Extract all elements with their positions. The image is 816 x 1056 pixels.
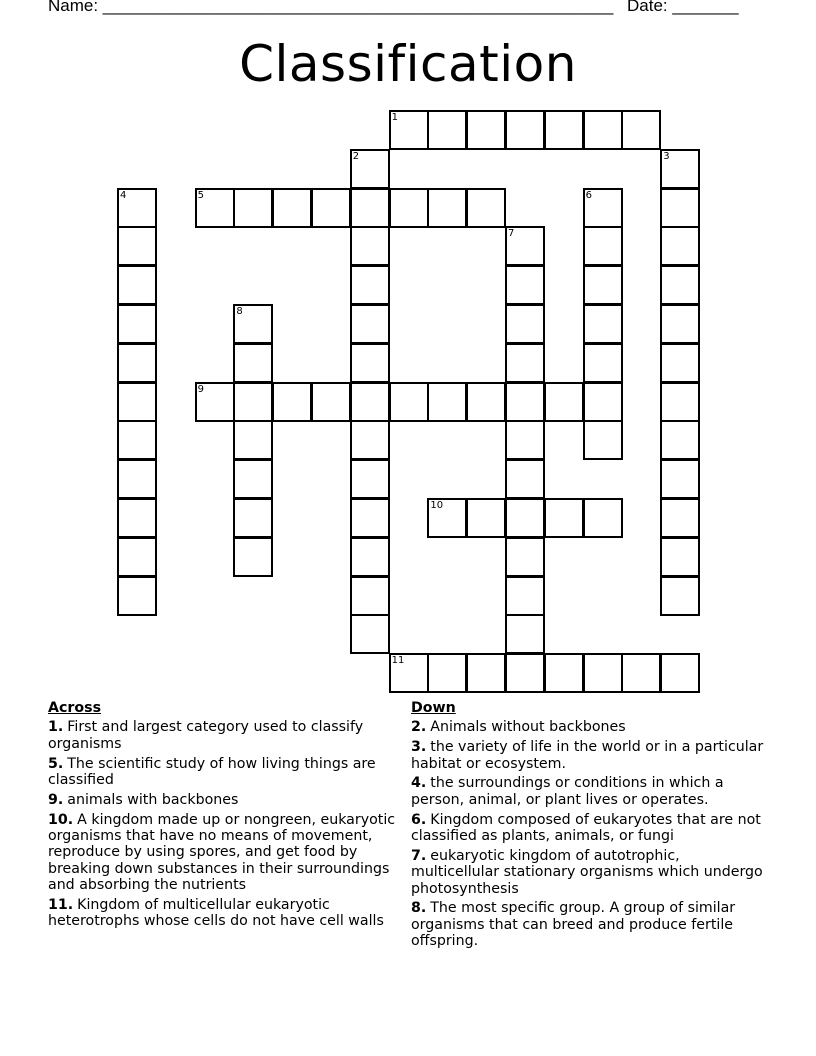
crossword-cell[interactable] — [583, 265, 623, 305]
crossword-cell[interactable] — [505, 537, 545, 577]
crossword-cell[interactable] — [660, 149, 700, 189]
clue-down-7: 7. eukaryotic kingdom of autotrophic, multicellular stationary organisms which undergo photosynthesis — [411, 847, 763, 897]
crossword-cell[interactable] — [583, 188, 623, 228]
crossword-cell[interactable] — [350, 343, 390, 383]
across-clues — [48, 700, 408, 933]
crossword-cell[interactable] — [350, 149, 390, 189]
crossword-cell[interactable] — [505, 614, 545, 654]
down-heading: Down — [411, 700, 456, 716]
crossword-cell[interactable] — [660, 537, 700, 577]
crossword-cell[interactable] — [427, 188, 467, 228]
crossword-cell[interactable] — [466, 382, 506, 422]
crossword-cell[interactable] — [660, 653, 700, 693]
crossword-cell[interactable] — [466, 188, 506, 228]
crossword-cell[interactable] — [350, 459, 390, 499]
crossword-cell[interactable] — [233, 188, 273, 228]
page-title: Classification — [239, 35, 577, 93]
cell-number: 2 — [352, 150, 360, 162]
crossword-cell[interactable] — [505, 420, 545, 460]
crossword-cell[interactable] — [389, 110, 429, 150]
cell-number: 8 — [236, 306, 243, 317]
crossword-cell[interactable] — [350, 537, 390, 577]
crossword-cell[interactable] — [505, 653, 545, 693]
crossword-cell[interactable] — [660, 459, 700, 499]
crossword-cell[interactable] — [233, 343, 273, 383]
crossword-cell[interactable] — [660, 265, 700, 305]
crossword-cell[interactable] — [350, 420, 390, 460]
crossword-cell[interactable] — [505, 265, 545, 305]
cell-number: 1 — [391, 112, 398, 123]
crossword-cell[interactable] — [195, 188, 235, 228]
crossword-cell[interactable] — [505, 576, 545, 616]
crossword-cell[interactable] — [350, 614, 390, 654]
crossword-cell[interactable] — [505, 226, 545, 266]
crossword-cell[interactable] — [505, 304, 545, 344]
date-field[interactable]: Date: _______ — [627, 0, 739, 15]
clue-down-6: 6. Kingdom composed of eukaryotes that are not classified as plants, animals, or fungi — [411, 811, 761, 845]
crossword-cell[interactable] — [389, 653, 429, 693]
crossword-cell[interactable] — [660, 382, 700, 422]
crossword-cell[interactable] — [272, 188, 312, 228]
crossword-cell[interactable] — [427, 498, 467, 538]
crossword-cell[interactable] — [233, 459, 273, 499]
clue-across-9: 9. animals with backbones — [48, 791, 239, 808]
crossword-cell[interactable] — [466, 653, 506, 693]
crossword-cell[interactable] — [583, 653, 623, 693]
crossword-cell[interactable] — [583, 343, 623, 383]
crossword-cell[interactable] — [117, 265, 157, 305]
crossword-cell[interactable] — [117, 382, 157, 422]
crossword-cell[interactable] — [505, 498, 545, 538]
crossword-cell[interactable] — [233, 304, 273, 344]
crossword-cell[interactable] — [660, 498, 700, 538]
crossword-cell[interactable] — [389, 382, 429, 422]
clue-across-5: 5. The scientific study of how living things are classified — [48, 755, 376, 789]
crossword-cell[interactable] — [350, 576, 390, 616]
crossword-cell[interactable] — [621, 653, 661, 693]
crossword-cell[interactable] — [583, 304, 623, 344]
cell-number: 6 — [585, 189, 592, 201]
crossword-cell[interactable] — [311, 382, 351, 422]
crossword-cell[interactable] — [583, 498, 623, 538]
crossword-cell[interactable] — [583, 226, 623, 266]
crossword-cell[interactable] — [466, 110, 506, 150]
crossword-cell[interactable] — [583, 420, 623, 460]
crossword-cell[interactable] — [389, 188, 429, 228]
crossword-cell[interactable] — [583, 382, 623, 422]
crossword-cell[interactable] — [233, 537, 273, 577]
crossword-cell[interactable] — [427, 653, 467, 693]
clue-down-3: 3. the variety of life in the world or in a particular habitat or ecosystem. — [411, 739, 764, 772]
clue-down-4: 4. the surroundings or conditions in which a person, animal, or plant lives or operates. — [411, 775, 724, 808]
crossword-cell[interactable] — [350, 265, 390, 305]
cell-number: 11 — [391, 655, 405, 667]
crossword-cell[interactable] — [350, 188, 390, 228]
crossword-cell[interactable] — [117, 537, 157, 577]
crossword-cell[interactable] — [233, 420, 273, 460]
crossword-cell[interactable] — [117, 576, 157, 616]
crossword-cell[interactable] — [311, 188, 351, 228]
name-field[interactable]: Name: ______________________________________________________ — [48, 0, 614, 15]
crossword-cell[interactable] — [350, 382, 390, 422]
crossword-cell[interactable] — [117, 498, 157, 538]
crossword-cell[interactable] — [544, 498, 584, 538]
crossword-cell[interactable] — [544, 110, 584, 150]
crossword-cell[interactable] — [350, 498, 390, 538]
crossword-cell[interactable] — [505, 343, 545, 383]
crossword-cell[interactable] — [233, 498, 273, 538]
across-heading: Across — [48, 700, 102, 716]
crossword-cell[interactable] — [583, 110, 623, 150]
cell-number: 3 — [663, 150, 670, 162]
crossword-cell[interactable] — [117, 343, 157, 383]
crossword-cell[interactable] — [350, 226, 390, 266]
crossword-cell[interactable] — [117, 420, 157, 460]
crossword-cell[interactable] — [505, 110, 545, 150]
crossword-cell[interactable] — [272, 382, 312, 422]
clue-down-2: 2. Animals without backbones — [411, 719, 626, 736]
crossword-cell[interactable] — [660, 576, 700, 616]
crossword-cell[interactable] — [544, 382, 584, 422]
crossword-cell[interactable] — [350, 304, 390, 344]
cell-number: 7 — [508, 228, 515, 240]
crossword-cell[interactable] — [660, 420, 700, 460]
down-clues — [411, 700, 771, 953]
crossword-cell[interactable] — [233, 382, 273, 422]
crossword-cell[interactable] — [544, 653, 584, 693]
clue-down-8: 8. The most specific group. A group of similar organisms that can breed and produce fertile offspring. — [411, 900, 736, 950]
cell-number: 10 — [430, 500, 444, 511]
crossword-cell[interactable] — [117, 304, 157, 344]
crossword-cell[interactable] — [505, 382, 545, 422]
crossword-cell[interactable] — [466, 498, 506, 538]
clue-across-11: 11. Kingdom of multicellular eukaryotic heterotrophs whose cells do not have cell walls — [48, 897, 384, 930]
crossword-cell[interactable] — [427, 110, 467, 150]
crossword-cell[interactable] — [660, 304, 700, 344]
crossword-cell[interactable] — [195, 382, 235, 422]
crossword-cell[interactable] — [660, 226, 700, 266]
cell-number: 9 — [197, 383, 204, 395]
crossword-cell[interactable] — [660, 188, 700, 228]
crossword-cell[interactable] — [117, 459, 157, 499]
cell-number: 4 — [120, 189, 127, 201]
crossword-cell[interactable] — [117, 226, 157, 266]
clue-across-10: 10. A kingdom made up or nongreen, eukaryotic organisms that have no means of movement, reproduce by using spores, and get food by breaking down substances in their surroundings and absorbing the nutrients — [48, 811, 396, 894]
crossword-cell[interactable] — [427, 382, 467, 422]
crossword-cell[interactable] — [621, 110, 661, 150]
crossword-cell[interactable] — [660, 343, 700, 383]
cell-number: 5 — [197, 189, 204, 201]
crossword-cell[interactable] — [505, 459, 545, 499]
clue-across-1: 1. First and largest category used to classify organisms — [48, 719, 364, 752]
crossword-cell[interactable] — [117, 188, 157, 228]
